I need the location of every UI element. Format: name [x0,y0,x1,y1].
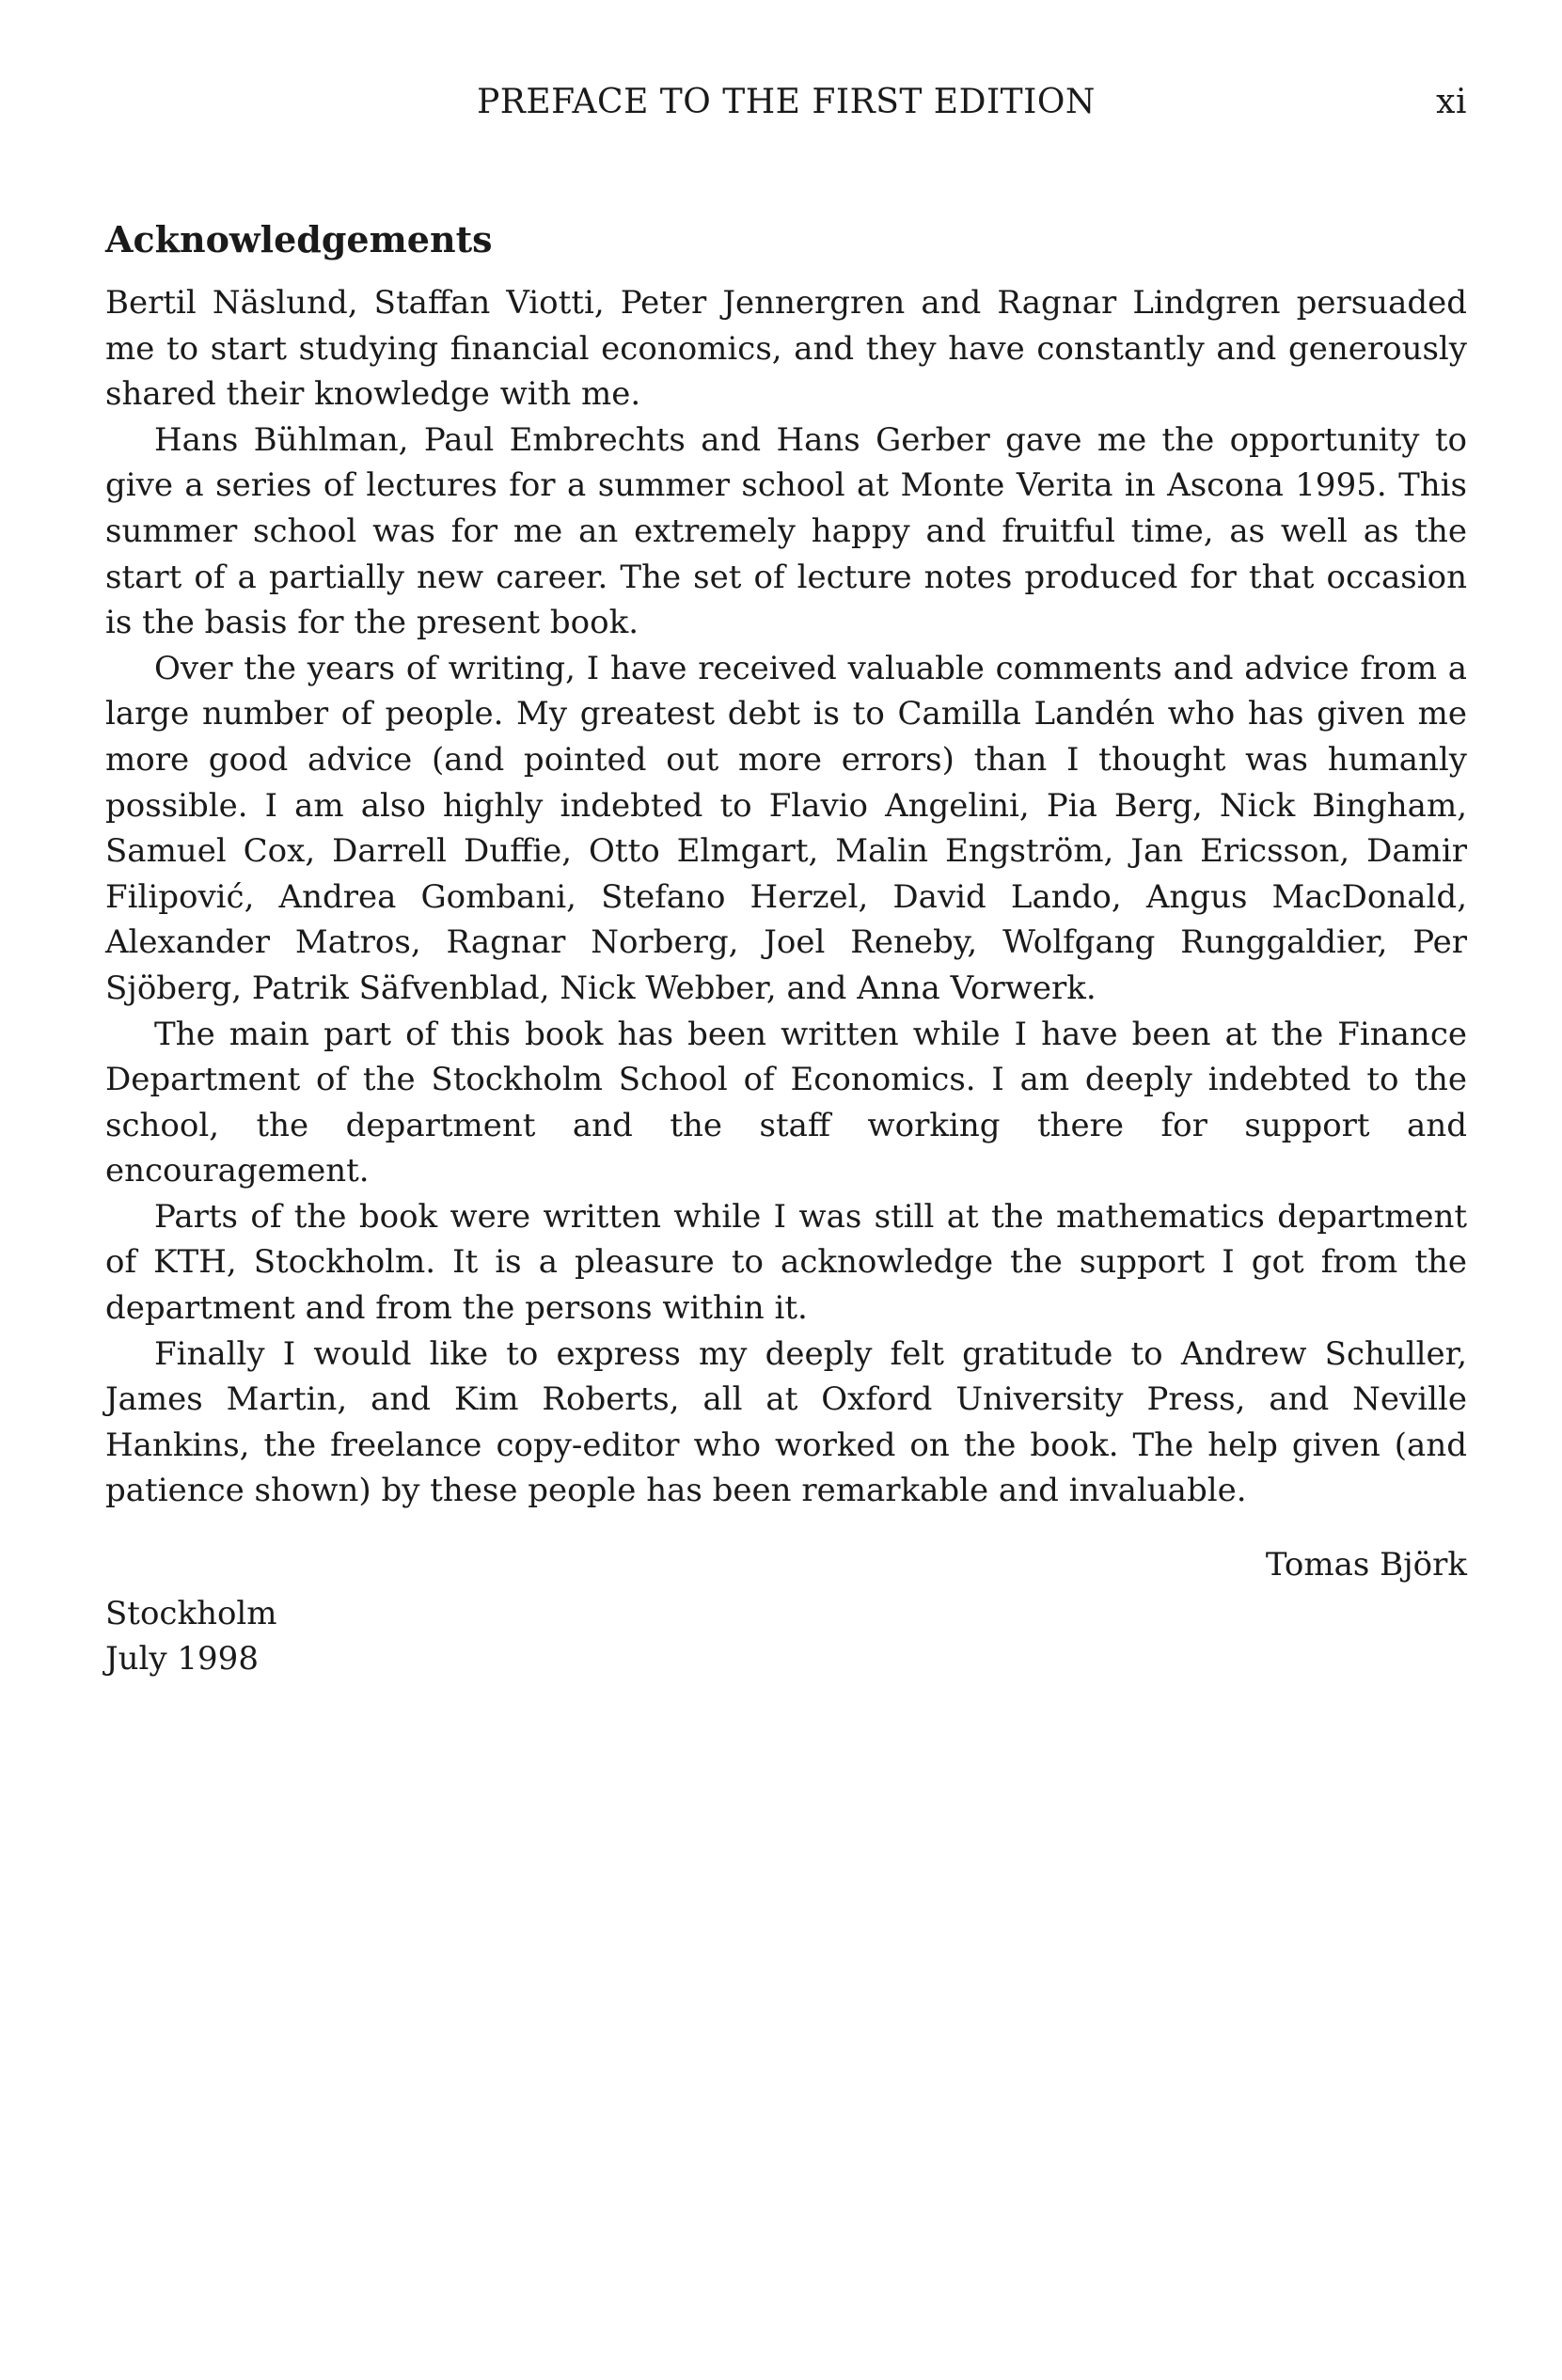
place: Stockholm [105,1595,277,1632]
running-title: PREFACE TO THE FIRST EDITION [477,83,1096,121]
paragraph: The main part of this book has been written while I have been at the Finance Department of the Stockholm School of Economics. I am deeply indebted to the school, the department and the staff working there for support and encouragement. [105,1015,1467,1190]
paragraph: Parts of the book were written while I was still at the mathematics department of KTH, Stockholm. It is a pleasure to acknowledge the support I got from the department and from the persons within it. [105,1197,1467,1328]
book-page [105,0,1467,2380]
paragraph: Over the years of writing, I have received valuable comments and advice from a large number of people. My greatest debt is to Camilla Landén who has given me more good advice (and pointed out more errors) than I thought was humanly possible. I am also highly indebted to Flavio Angelini, Pia Berg, Nick Bingham, Samuel Cox, Darrell Duffie, Otto Elmgart, Malin Engström, Jan Ericsson, Damir Filipović, Andrea Gombani, Stefano Herzel, David Lando, Angus MacDonald, Alexander Matros, Ragnar Norberg, Joel Reneby, Wolfgang Runggaldier, Per Sjöberg, Patrik Säfvenblad, Nick Webber, and Anna Vorwerk. [105,649,1467,1007]
author-signature: Tomas Björk [1265,1546,1467,1584]
body-text [105,280,1467,1514]
date: July 1998 [105,1640,259,1678]
running-header [105,83,1467,130]
place-date-block [105,1591,277,1681]
paragraph: Hans Bühlman, Paul Embrechts and Hans Gerber gave me the opportunity to give a series of lectures for a summer school at Monte Verita in Ascona 1995. This summer school was for me an extremely happy and fruitful time, as well as the start of a partially new career. The set of lecture notes produced for that occasion is the basis for the present book. [105,420,1467,642]
paragraph: Bertil Näslund, Staffan Viotti, Peter Jennergren and Ragnar Lindgren persuaded me to start studying financial economics, and they have constantly and generously shared their knowledge with me. [105,284,1467,414]
paragraph: Finally I would like to express my deeply felt gratitude to Andrew Schuller, James Martin, and Kim Roberts, all at Oxford University Press, and Neville Hankins, the freelance copy-editor who worked on the book. The help given (and patience shown) by these people has been remarkable and invaluable. [105,1334,1467,1510]
section-heading: Acknowledgements [105,218,493,260]
page-number: xi [1436,83,1467,121]
